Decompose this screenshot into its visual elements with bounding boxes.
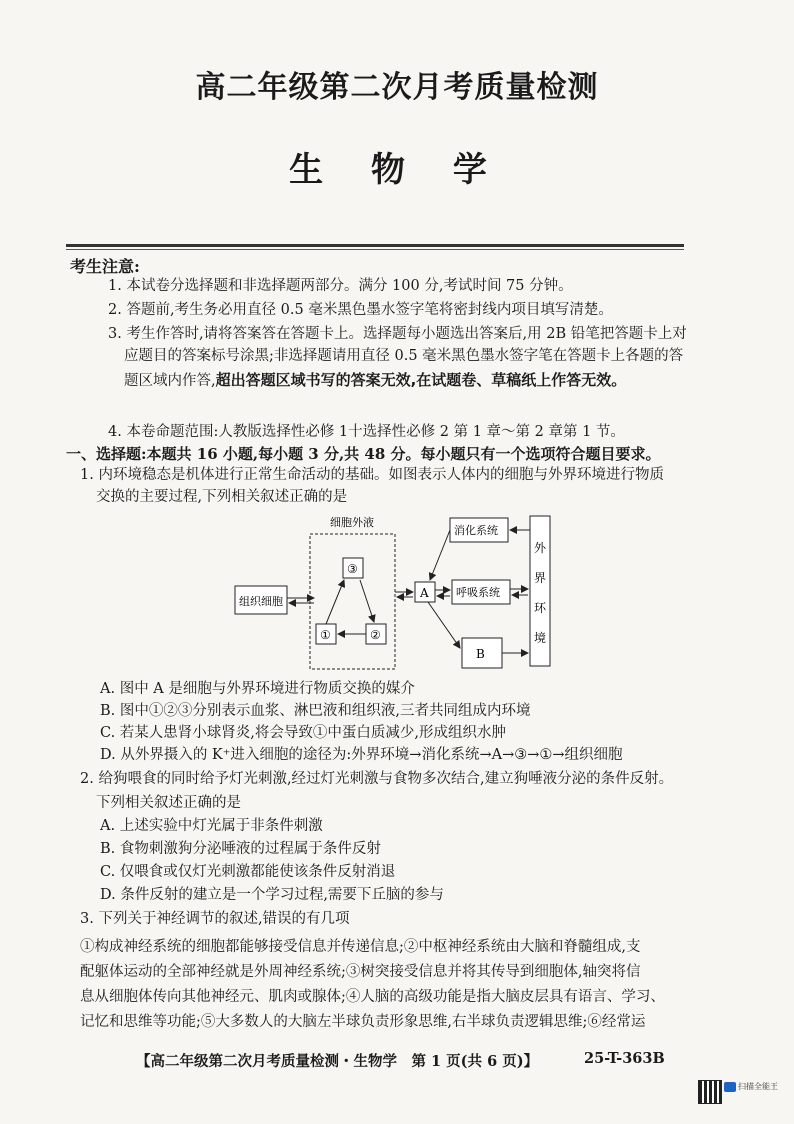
notice-item-2: 2. 答题前,考生务必用直径 0.5 毫米黑色墨水签字笔将密封线内项目填写清楚。 bbox=[108, 302, 613, 318]
digestive-label: 消化系统 bbox=[454, 524, 498, 537]
arrow-3-to-2 bbox=[360, 580, 374, 622]
external-char-1: 外 bbox=[534, 541, 547, 555]
respiratory-label: 呼吸系统 bbox=[456, 586, 500, 599]
notice-title: 考生注意: bbox=[70, 257, 140, 276]
exam-title: 高二年级第二次月考质量检测 bbox=[195, 70, 599, 105]
q3-line-3: 息从细胞体传向其他神经元、肌肉或腺体;④人脑的高级功能是指大脑皮层具有语言、学习、 bbox=[80, 989, 665, 1005]
q3-line-4: 记忆和思维等功能;⑤大多数人的大脑左半球负责形象思维,右半球负责逻辑思维;⑥经常运 bbox=[80, 1014, 646, 1030]
node-a-label: A bbox=[420, 586, 429, 600]
tissue-cell-label: 组织细胞 bbox=[239, 595, 283, 608]
section-heading: 一、选择题:本题共 16 小题,每小题 3 分,共 48 分。每小题只有一个选项符合题目要求。 bbox=[66, 445, 661, 463]
arrow-a-to-b bbox=[428, 602, 460, 648]
qr-code-icon bbox=[698, 1080, 722, 1104]
q2-option-d: D. 条件反射的建立是一个学习过程,需要下丘脑的参与 bbox=[100, 887, 444, 903]
extracellular-label: 细胞外液 bbox=[330, 516, 374, 529]
external-char-4: 境 bbox=[534, 631, 547, 645]
node-3-label: ③ bbox=[347, 562, 358, 576]
q1-option-b: B. 图中①②③分别表示血浆、淋巴液和组织液,三者共同组成内环境 bbox=[100, 703, 531, 719]
header-divider-thin bbox=[66, 249, 684, 250]
q1-stem-line2: 交换的主要过程,下列相关叙述正确的是 bbox=[96, 489, 348, 505]
notice-item-1: 1. 本试卷分选择题和非选择题两部分。满分 100 分,考试时间 75 分钟。 bbox=[108, 278, 573, 294]
notice-item-3-bold-tail: 超出答题区域书写的答案无效,在试题卷、草稿纸上作答无效。 bbox=[215, 371, 627, 389]
q1-option-d: D. 从外界摄入的 K⁺进入细胞的途径为:外界环境→消化系统→A→③→①→组织细胞 bbox=[100, 747, 623, 763]
external-char-3: 环 bbox=[534, 601, 547, 615]
notice-item-3-cont1: 应题目的答案标号涂黑;非选择题请用直径 0.5 毫米黑色墨水签字笔在答题卡上各题的答 bbox=[124, 348, 684, 364]
q3-line-2: 配躯体运动的全部神经就是外周神经系统;③树突接受信息并将其传导到细胞体,轴突将信 bbox=[80, 964, 641, 980]
node-1-label: ① bbox=[320, 628, 331, 642]
notice-item-3-cont2 bbox=[124, 370, 704, 391]
node-2-label: ② bbox=[370, 628, 381, 642]
exchange-diagram bbox=[230, 510, 560, 675]
arrow-digestive-to-a bbox=[430, 530, 450, 580]
extracellular-box bbox=[310, 534, 395, 669]
notice-item-3: 3. 考生作答时,请将答案答在答题卡上。选择题每小题选出答案后,用 2B 铅笔把答题卡上对 bbox=[108, 326, 687, 342]
q2-stem-line2: 下列相关叙述正确的是 bbox=[96, 795, 241, 811]
paper-code: 25-T-363B bbox=[584, 1050, 665, 1067]
header-divider bbox=[66, 244, 684, 247]
notice-item-3-cont2-text: 题区域内作答, bbox=[124, 373, 216, 389]
page-footer: 【高二年级第二次月考质量检测・生物学 第 1 页(共 6 页)】 bbox=[136, 1053, 539, 1070]
q2-option-b: B. 食物刺激狗分泌唾液的过程属于条件反射 bbox=[100, 841, 381, 857]
scanner-watermark: 扫描全能王 bbox=[738, 1082, 778, 1091]
q1-option-c: C. 若某人患肾小球肾炎,将会导致①中蛋白质减少,形成组织水肿 bbox=[100, 725, 507, 741]
q2-option-a: A. 上述实验中灯光属于非条件刺激 bbox=[100, 818, 323, 834]
external-char-2: 界 bbox=[534, 571, 547, 585]
q1-option-a: A. 图中 A 是细胞与外界环境进行物质交换的媒介 bbox=[100, 681, 415, 697]
arrow-1-to-3 bbox=[326, 580, 344, 624]
q2-stem-line1: 2. 给狗喂食的同时给予灯光刺激,经过灯光刺激与食物多次结合,建立狗唾液分泌的条件反射。 bbox=[80, 771, 674, 787]
subject-title: 生 物 学 bbox=[289, 150, 505, 190]
notice-item-4: 4. 本卷命题范围:人教版选择性必修 1十选择性必修 2 第 1 章～第 2 章第 1 节。 bbox=[108, 424, 625, 440]
node-b-label: B bbox=[476, 647, 485, 661]
q3-line-1: ①构成神经系统的细胞都能够接受信息并传递信息;②中枢神经系统由大脑和脊髓组成,支 bbox=[80, 939, 641, 955]
q1-stem-line1: 1. 内环境稳态是机体进行正常生命活动的基础。如图表示人体内的细胞与外界环境进行物质 bbox=[80, 467, 664, 483]
q2-option-c: C. 仅喂食或仅灯光刺激都能使该条件反射消退 bbox=[100, 864, 396, 880]
q3-stem: 3. 下列关于神经调节的叙述,错误的有几项 bbox=[80, 911, 350, 927]
scanner-logo-icon bbox=[724, 1082, 736, 1092]
